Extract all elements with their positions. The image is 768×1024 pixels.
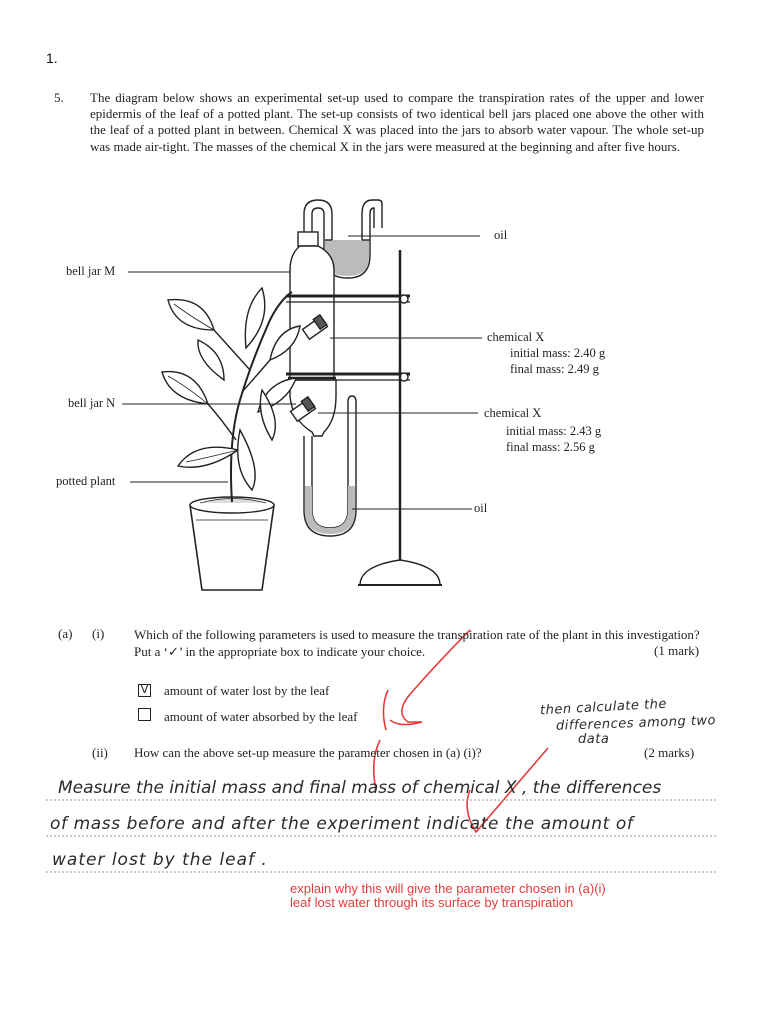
chemical-x-top-final: final mass: 2.49 g [510, 362, 599, 376]
option-1-label: amount of water lost by the leaf [164, 683, 330, 698]
option-2-label: amount of water absorbed by the leaf [164, 709, 358, 724]
label-bell-jar-n: bell jar N [68, 396, 116, 410]
side-note-line-2: differences among two [555, 713, 717, 734]
sub-ii-label: (ii) [92, 745, 108, 760]
chemical-x-bottom-final: final mass: 2.56 g [506, 440, 595, 454]
answer-line-1: Measure the initial mass and final mass of chemical X , the differences [58, 778, 662, 798]
marks-ii: (2 marks) [644, 745, 695, 760]
label-oil-top: oil [494, 228, 508, 242]
side-note-line-1: then calculate the [539, 696, 668, 719]
red-marks [374, 630, 548, 832]
intro-text: The diagram below shows an experimental set-up used to compare the transpiration rates of the upper and lower epidermis of the leaf of a potted plant. The set-up consists of two identical bell jars placed one above the other with the leaf of a potted plant in between. Chemical X was placed into the jars to absorb water vapour. The whole set-up was made air-tight. The masses of the chemical X in the jars were measured at the beginning and after five hours. [90, 90, 704, 154]
label-potted-plant: potted plant [56, 474, 116, 488]
plant-pot [190, 505, 274, 590]
label-oil-bottom: oil [474, 501, 488, 515]
retort-stand-base [360, 560, 440, 585]
label-chemical-x-top: chemical X [487, 330, 545, 344]
option-1-check-mark: V [140, 683, 149, 696]
answer-line-2: of mass before and after the experiment indicate the amount of [50, 814, 634, 834]
chemical-x-bottom-initial: initial mass: 2.43 g [506, 424, 602, 438]
label-chemical-x-bottom: chemical X [484, 406, 542, 420]
option-1-checkbox[interactable] [138, 684, 151, 697]
chemical-x-top-initial: initial mass: 2.40 g [510, 346, 606, 360]
side-note-line-3: data [578, 732, 610, 747]
question-i-text: Which of the following parameters is used to measure the transpiration rate of the plant in this investigation? Put a ‘✓’ in the appropriate box to indicate your choice. [134, 627, 700, 659]
part-a-label: (a) [58, 626, 73, 641]
question-marker: 1. [46, 50, 58, 66]
question-ii-text: How can the above set-up measure the parameter chosen in (a) (i)? [134, 745, 482, 760]
option-2-checkbox[interactable] [138, 708, 151, 721]
sub-i-label: (i) [92, 626, 105, 641]
answer-line-3: water lost by the leaf . [52, 850, 268, 870]
bell-jar-m [290, 246, 334, 378]
feedback-line-1: explain why this will give the parameter chosen in (a)(i) [290, 881, 606, 896]
feedback-line-2: leaf lost water through its surface by transpiration [290, 895, 574, 910]
label-bell-jar-m: bell jar M [66, 264, 116, 278]
marks-i: (1 mark) [654, 643, 700, 658]
question-number: 5. [54, 90, 64, 105]
